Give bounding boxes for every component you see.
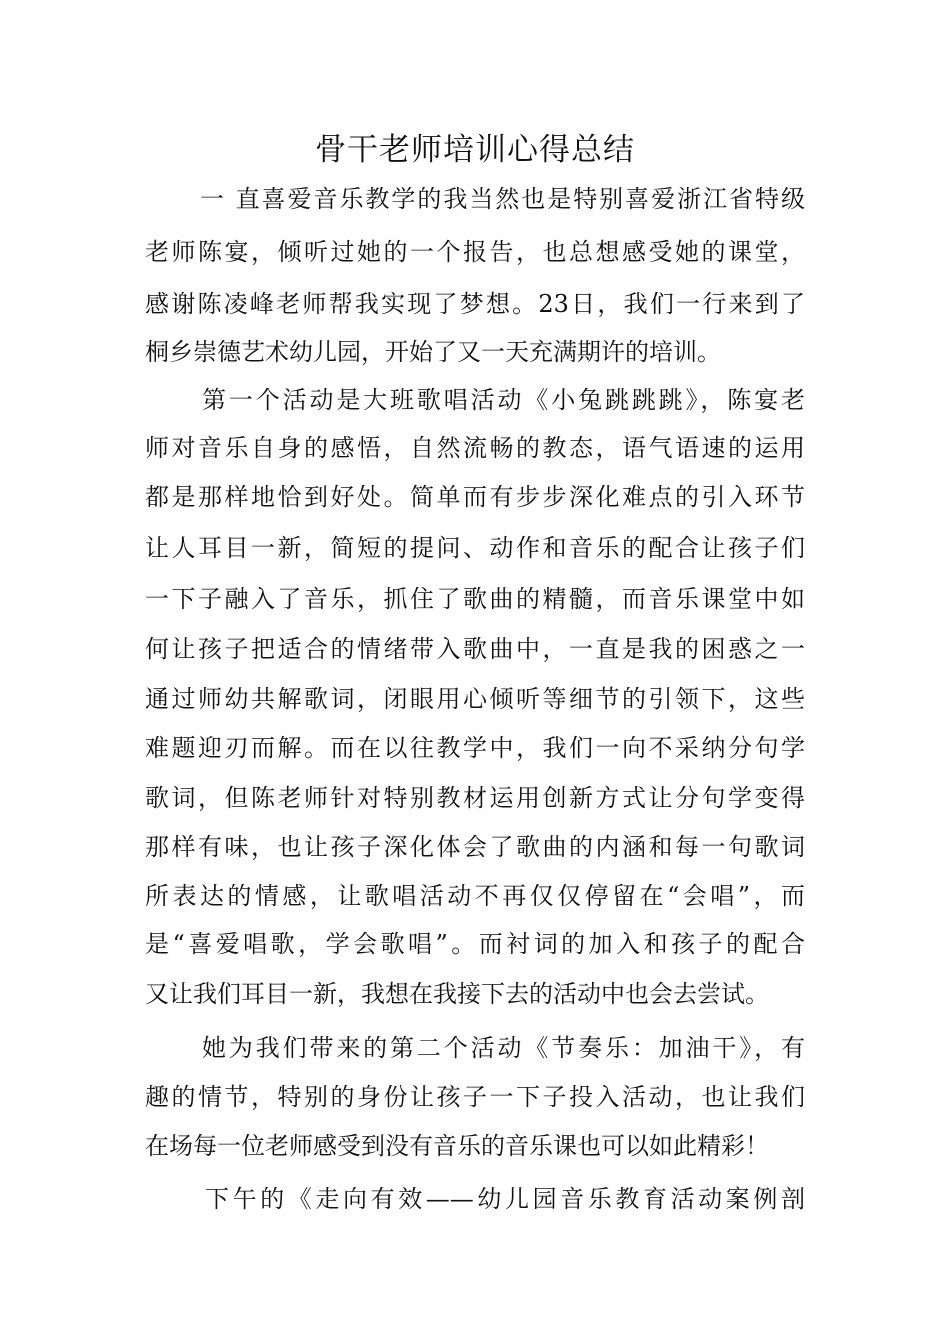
paragraph-line: 歌词，但陈老师针对特别教材运用创新方式让分句学变得: [145, 784, 805, 812]
paragraph-line: 老师陈宴，倾听过她的一个报告，也总想感受她的课堂，: [145, 238, 805, 266]
paragraph-line: 在场每一位老师感受到没有音乐的音乐课也可以如此精彩！: [145, 1132, 769, 1160]
paragraph-line: 是“喜爱唱歌，学会歌唱”。而衬词的加入和孩子的配合: [145, 930, 805, 958]
paragraph-line: 所表达的情感，让歌唱活动不再仅仅停留在“会唱”，而: [145, 882, 805, 910]
paragraph-line: 下午的《走向有效——幼儿园音乐教育活动案例剖: [205, 1185, 805, 1213]
paragraph-line: 趣的情节，特别的身份让孩子一下子投入活动，也让我们: [145, 1083, 805, 1111]
paragraph-line: 师对音乐自身的感悟，自然流畅的教态，语气语速的运用: [145, 434, 805, 462]
paragraph-line: 桐乡崇德艺术幼儿园，开始了又一天充满期许的培训。: [145, 338, 721, 366]
paragraph-line: 第一个活动是大班歌唱活动《小兔跳跳跳》，陈宴老: [202, 386, 805, 414]
paragraph-line: 都是那样地恰到好处。简单而有步步深化难点的引入环节: [145, 483, 805, 511]
paragraph-line: 感谢陈凌峰老师帮我实现了梦想。23日，我们一行来到了: [145, 290, 805, 318]
paragraph-line: 让人耳目一新，简短的提问、动作和音乐的配合让孩子们: [145, 534, 805, 562]
paragraph-line: 一 直喜爱音乐教学的我当然也是特别喜爱浙江省特级: [200, 185, 805, 213]
document-title: 骨干老师培训心得总结: [315, 132, 635, 168]
paragraph-line: 通过师幼共解歌词，闭眼用心倾听等细节的引领下，这些: [145, 685, 805, 713]
paragraph-line: 那样有味，也让孩子深化体会了歌曲的内涵和每一句歌词: [145, 833, 805, 861]
paragraph-line: 她为我们带来的第二个活动《节奏乐：加油干》，有: [202, 1034, 805, 1062]
paragraph-line: 又让我们耳目一新，我想在我接下去的活动中也会去尝试。: [145, 980, 769, 1008]
paragraph-line: 何让孩子把适合的情绪带入歌曲中，一直是我的困惑之一: [145, 635, 805, 663]
paragraph-line: 一下子融入了音乐，抓住了歌曲的精髓，而音乐课堂中如: [145, 585, 805, 613]
paragraph-line: 难题迎刃而解。而在以往教学中，我们一向不采纳分句学: [145, 734, 805, 762]
